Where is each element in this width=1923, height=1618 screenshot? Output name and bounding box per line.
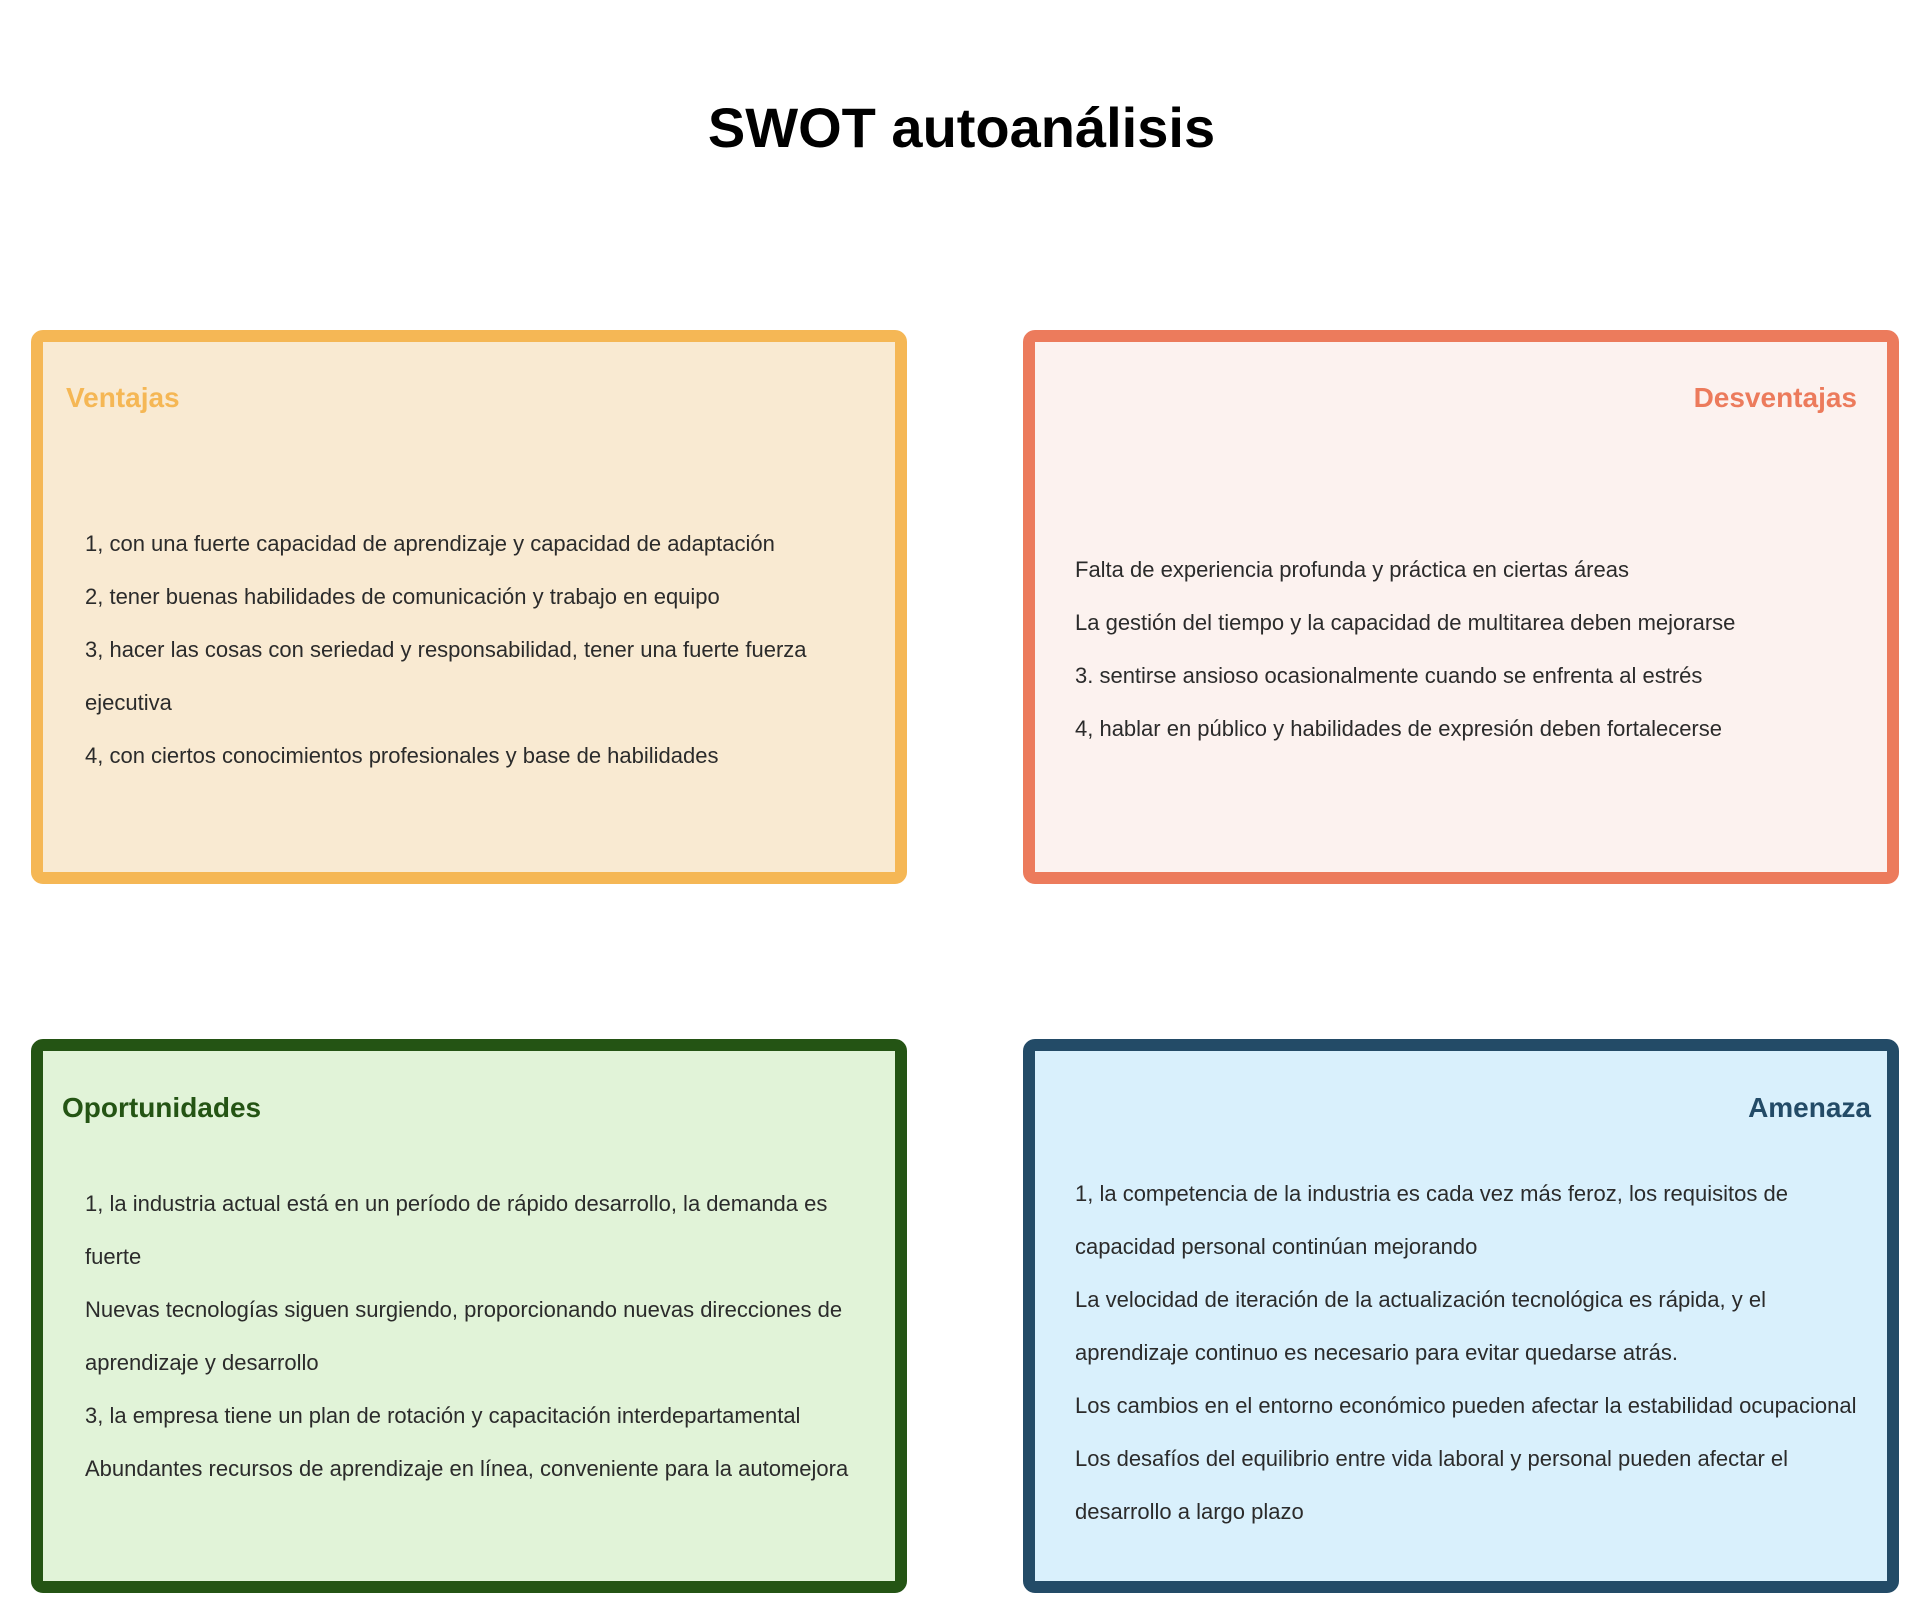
list-item: 3, la empresa tiene un plan de rotación y capacitación interdepartamental <box>85 1403 801 1428</box>
list-item: 4, con ciertos conocimientos profesionales y base de habilidades <box>85 743 719 768</box>
list-item: Los desafíos del equilibrio entre vida laboral y personal pueden afectar el desarrollo a largo plazo <box>1075 1446 1789 1524</box>
list-item: 3. sentirse ansioso ocasionalmente cuando se enfrenta al estrés <box>1075 663 1703 688</box>
list-item: 1, con una fuerte capacidad de aprendizaje y capacidad de adaptación <box>85 531 775 556</box>
strengths-quadrant <box>31 330 907 884</box>
list-item: La gestión del tiempo y la capacidad de multitarea deben mejorarse <box>1075 610 1736 635</box>
list-item: 1, la competencia de la industria es cada vez más feroz, los requisitos de capacidad personal continúan mejorando <box>1075 1181 1788 1259</box>
threats-quadrant <box>1023 1039 1899 1593</box>
weaknesses-list <box>1075 543 1865 755</box>
list-item: Abundantes recursos de aprendizaje en línea, conveniente para la automejora <box>85 1456 849 1481</box>
opportunities-list <box>85 1177 875 1495</box>
strengths-list <box>85 517 855 782</box>
list-item: 4, hablar en público y habilidades de expresión deben fortalecerse <box>1075 716 1722 741</box>
weaknesses-heading: Desventajas <box>1693 382 1857 413</box>
weaknesses-quadrant <box>1023 330 1899 884</box>
list-item: 1, la industria actual está en un período de rápido desarrollo, la demanda es fuerte <box>85 1191 828 1269</box>
list-item: La velocidad de iteración de la actualización tecnológica es rápida, y el aprendizaje continuo es necesario para evitar quedarse atrás. <box>1075 1287 1766 1365</box>
threats-heading: Amenaza <box>1748 1092 1871 1123</box>
threats-list <box>1075 1167 1865 1538</box>
opportunities-quadrant <box>31 1039 907 1593</box>
strengths-heading: Ventajas <box>66 382 180 413</box>
page-title: SWOT autoanálisis <box>707 96 1216 159</box>
list-item: 2, tener buenas habilidades de comunicación y trabajo en equipo <box>85 584 720 609</box>
list-item: Los cambios en el entorno económico pueden afectar la estabilidad ocupacional <box>1075 1393 1857 1418</box>
list-item: Nuevas tecnologías siguen surgiendo, proporcionando nuevas direcciones de aprendizaje y desarrollo <box>85 1297 843 1375</box>
opportunities-heading: Oportunidades <box>62 1092 262 1123</box>
list-item: Falta de experiencia profunda y práctica en ciertas áreas <box>1075 557 1629 582</box>
list-item: 3, hacer las cosas con seriedad y responsabilidad, tener una fuerte fuerza ejecutiva <box>85 637 807 715</box>
